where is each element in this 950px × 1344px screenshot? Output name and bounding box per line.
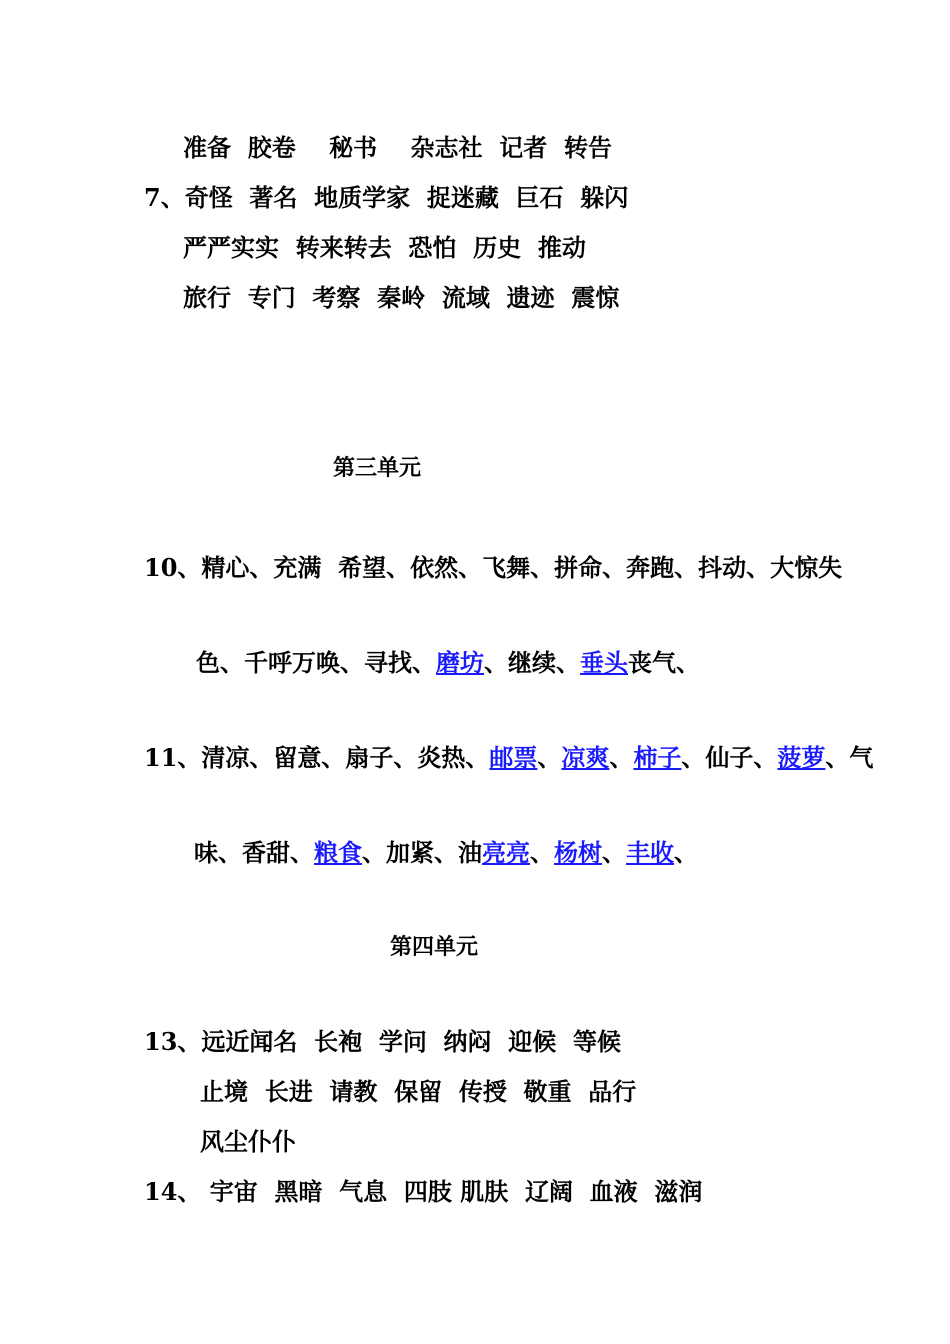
text: 13、远近闻名 长袍 学问 纳闷 迎候 等候 <box>144 1027 621 1056</box>
word-link[interactable]: 亮亮 <box>482 838 530 867</box>
word-link[interactable]: 粮食 <box>314 838 362 867</box>
word-link[interactable]: 磨坊 <box>436 648 484 677</box>
text: 严严实实 转来转去 恐怕 历史 推动 <box>183 233 586 262</box>
word-link[interactable]: 丰收 <box>626 838 674 867</box>
vocab-line <box>144 553 842 583</box>
text: 14、 宇宙 黑暗 气息 四肢 肌肤 辽阔 血液 滋润 <box>144 1177 703 1206</box>
text: 味、香甜、 <box>194 838 314 867</box>
text: 止境 长进 请教 保留 传授 敬重 品行 <box>200 1077 637 1106</box>
vocab-line <box>183 283 619 313</box>
text: 色、千呼万唤、寻找、 <box>196 648 436 677</box>
word-link[interactable]: 凉爽 <box>561 743 610 772</box>
text: 、气 <box>825 743 874 772</box>
vocab-line <box>144 1177 702 1207</box>
text: 丧气、 <box>628 648 700 677</box>
text: 11、清凉、留意、扇子、炎热、 <box>144 743 490 772</box>
text: 第三单元 <box>333 455 422 481</box>
word-link[interactable]: 垂头 <box>580 648 628 677</box>
text: 、继续、 <box>484 648 580 677</box>
text: 风尘仆仆 <box>200 1127 296 1156</box>
text: 、加紧、油 <box>362 838 482 867</box>
vocab-line <box>144 1027 621 1057</box>
vocab-line <box>144 183 628 213</box>
text: 、 <box>674 838 698 867</box>
vocab-line <box>200 1077 636 1107</box>
word-link[interactable]: 柿子 <box>633 743 682 772</box>
text: 10、精心、充满 希望、依然、飞舞、拼命、奔跑、抖动、大惊失 <box>144 553 843 582</box>
section-heading <box>390 932 478 962</box>
vocab-line <box>196 648 700 678</box>
text: 、 <box>537 743 562 772</box>
vocab-line <box>194 838 698 868</box>
vocab-line <box>144 743 873 773</box>
word-link[interactable]: 菠萝 <box>777 743 826 772</box>
word-link[interactable]: 邮票 <box>489 743 538 772</box>
text: 、 <box>609 743 634 772</box>
text: 旅行 专门 考察 秦岭 流域 遗迹 震惊 <box>183 283 620 312</box>
text: 7、奇怪 著名 地质学家 捉迷藏 巨石 躲闪 <box>144 183 629 212</box>
text: 、仙子、 <box>681 743 778 772</box>
text: 第四单元 <box>390 934 479 960</box>
text: 、 <box>602 838 626 867</box>
vocab-line <box>183 233 586 263</box>
vocab-line <box>183 133 612 163</box>
vocab-line <box>200 1127 296 1157</box>
text: 、 <box>530 838 554 867</box>
word-link[interactable]: 杨树 <box>554 838 602 867</box>
text: 准备 胶卷 秘书 杂志社 记者 转告 <box>183 133 612 162</box>
section-heading <box>333 453 421 483</box>
